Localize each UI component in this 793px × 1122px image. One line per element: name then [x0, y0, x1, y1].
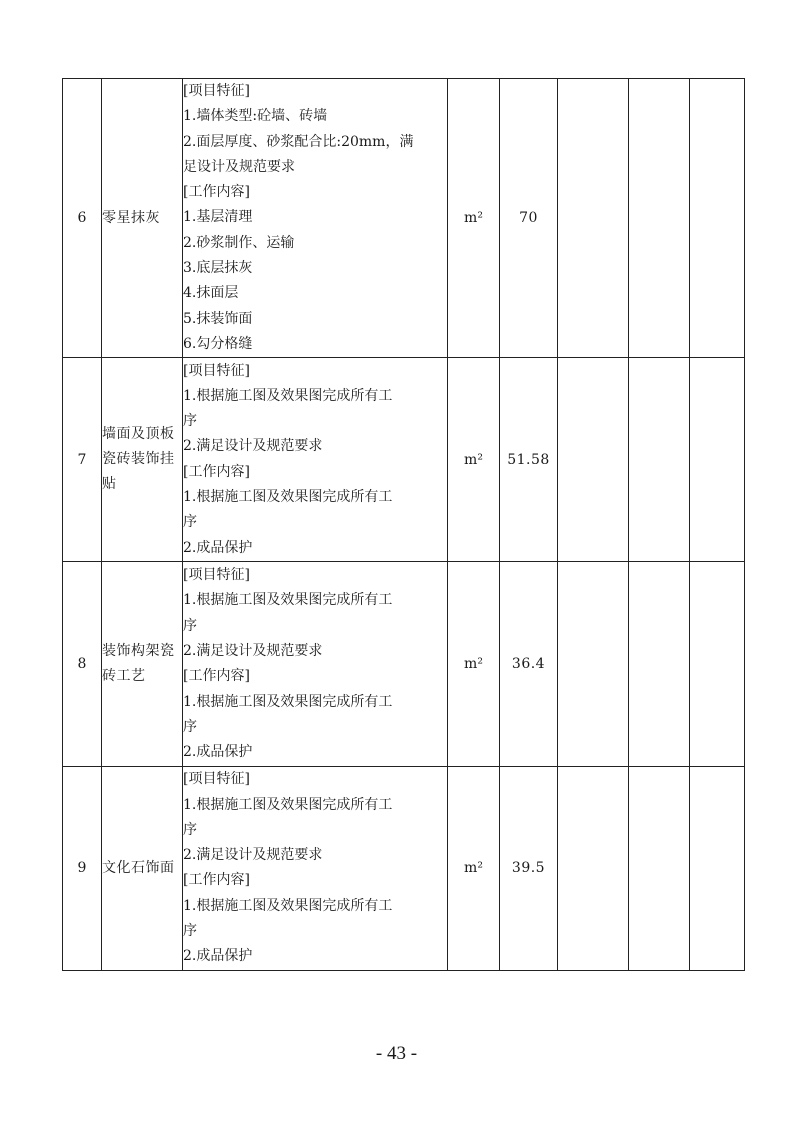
description-line: 2.满足设计及规范要求 [183, 438, 323, 455]
description-line: 4.抹面层 [183, 285, 239, 302]
description-line: 1.根据施工图及效果图完成所有工 [183, 693, 393, 710]
description-line: 1.根据施工图及效果图完成所有工 [183, 897, 393, 914]
description-line: 6.勾分格缝 [183, 335, 253, 352]
description-line: 2.满足设计及规范要求 [183, 847, 323, 864]
description-line: 1.基层清理 [183, 209, 253, 226]
unit: m² [448, 767, 500, 970]
description-line: [工作内容] [183, 463, 250, 480]
item-description [183, 562, 448, 767]
empty-cell [629, 562, 690, 767]
empty-cell [629, 767, 690, 970]
description-line: 序 [183, 718, 197, 735]
description-line: 2.砂浆制作、运输 [183, 234, 295, 251]
table-body [63, 79, 745, 971]
empty-cell [690, 358, 745, 562]
quantity: 39.5 [500, 767, 558, 970]
table-row [63, 79, 745, 358]
description-line: 序 [183, 617, 197, 634]
empty-cell [558, 79, 629, 358]
description-line: 2.成品保护 [183, 539, 253, 556]
description-line: 2.面层厚度、砂浆配合比:20mm，满 [183, 133, 414, 150]
description-line: 足设计及规范要求 [183, 158, 295, 175]
description-line: 1.根据施工图及效果图完成所有工 [183, 592, 393, 609]
empty-cell [558, 767, 629, 970]
quantity: 36.4 [500, 562, 558, 767]
table-row [63, 562, 745, 767]
description-line: [项目特征] [183, 83, 250, 99]
item-name: 文化石饰面 [102, 767, 183, 970]
description-line: [工作内容] [183, 872, 250, 889]
description-line: 1.根据施工图及效果图完成所有工 [183, 489, 393, 506]
description-line: 2.满足设计及规范要求 [183, 642, 323, 659]
empty-cell [690, 767, 745, 970]
description-line: 序 [183, 514, 197, 531]
table-row [63, 358, 745, 562]
bill-of-quantities-table [62, 78, 745, 971]
item-description [183, 767, 448, 970]
row-number: 6 [63, 79, 102, 358]
description-line: 3.底层抹灰 [183, 260, 253, 277]
row-number: 8 [63, 562, 102, 767]
item-name: 墙面及顶板瓷砖装饰挂贴 [102, 358, 183, 562]
empty-cell [629, 358, 690, 562]
empty-cell [690, 562, 745, 767]
description-line: 2.成品保护 [183, 744, 253, 761]
item-name: 装饰构架瓷砖工艺 [102, 562, 183, 767]
unit: m² [448, 79, 500, 358]
quantity: 70 [500, 79, 558, 358]
page-number: - 43 - [375, 1043, 418, 1064]
unit: m² [448, 562, 500, 767]
empty-cell [690, 79, 745, 358]
unit: m² [448, 358, 500, 562]
description-line: [项目特征] [183, 567, 250, 584]
description-line: [工作内容] [183, 668, 250, 685]
description-line: 1.根据施工图及效果图完成所有工 [183, 796, 393, 813]
empty-cell [629, 79, 690, 358]
row-number: 7 [63, 358, 102, 562]
item-description [183, 358, 448, 562]
empty-cell [558, 358, 629, 562]
item-description [183, 79, 448, 358]
row-number: 9 [63, 767, 102, 970]
description-line: 序 [183, 821, 197, 838]
item-name: 零星抹灰 [102, 79, 183, 358]
description-line: [工作内容] [183, 184, 250, 201]
description-line: 序 [183, 413, 197, 430]
description-line: 2.成品保护 [183, 948, 253, 965]
description-line: [项目特征] [183, 362, 250, 379]
description-line: [项目特征] [183, 771, 250, 788]
quantity: 51.58 [500, 358, 558, 562]
description-line: 序 [183, 923, 197, 940]
empty-cell [558, 562, 629, 767]
description-line: 1.墙体类型:砼墙、砖墙 [183, 108, 328, 125]
description-line: 1.根据施工图及效果图完成所有工 [183, 387, 393, 404]
description-line: 5.抹装饰面 [183, 310, 253, 327]
table-row [63, 767, 745, 970]
